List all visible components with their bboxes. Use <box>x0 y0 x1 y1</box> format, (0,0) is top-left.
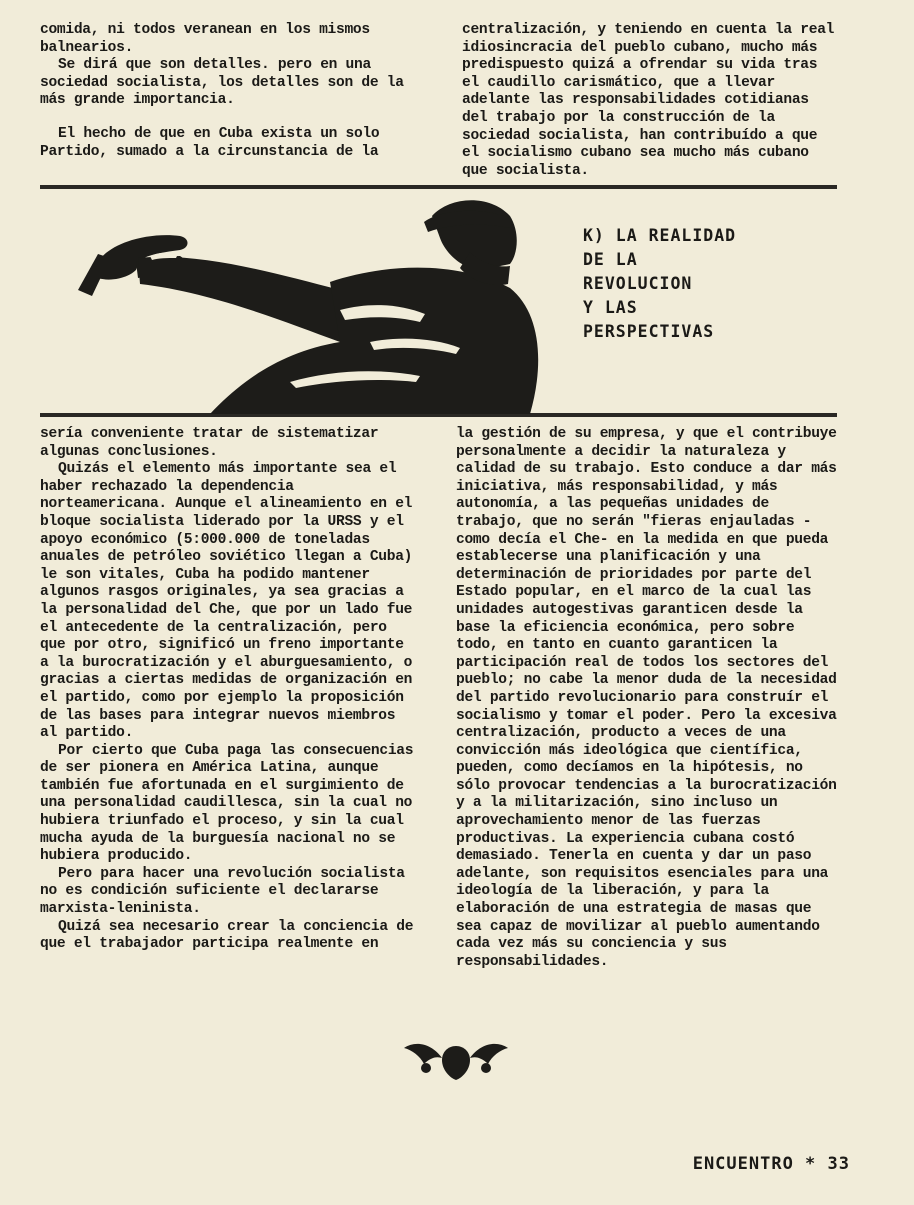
section-title <box>583 224 736 344</box>
paragraph: centralización, y teniendo en cuenta la real idiosincracia del pueblo cubano, mucho más predispuesto quizá a ofrendar su vida tras el caudillo carismático, que a llevar adelante las responsabilidades cotidianas del trabajo por la construcción de la sociedad socialista, han contribuído a que el socialismo cubano sea mucho más cubano que socialista. <box>462 22 835 179</box>
section-title-line: DE LA <box>583 250 638 269</box>
paragraph: Se dirá que son detalles. pero en una sociedad socialista, los detalles son de la más grande importancia. <box>40 57 404 109</box>
section-title-line: REVOLUCION <box>583 274 693 293</box>
top-right-column <box>462 22 836 180</box>
paragraph: comida, ni todos veranean en los mismos balnearios. <box>40 22 370 56</box>
paragraph: Por cierto que Cuba paga las consecuencias de ser pionera en América Latina, aunque también fue afortunada en el surgimiento de una personalidad caudillesca, sin la cual no hubiera triunfado el proceso, y sin la cual mucha ayuda de la burguesía nacional no se hubiera producido. <box>40 742 414 865</box>
floral-ornament-icon <box>402 1038 510 1082</box>
top-divider-rule <box>40 185 837 189</box>
paragraph: Quizás el elemento más importante sea el haber rechazado la dependencia norteamericana. Aunque el alineamiento en el bloque socialista liderado por la URSS y el apoyo económico (5:000.000 de toneladas anuales de petróleo soviético llegan a Cuba) le son vitales, Cuba ha podido mantener algunos rasgos originales, ya sea gracias a la personalidad del Che, que por un lado fue el antecedente de la centralización, pero que por otro, significó un freno importante a la burocratización y el aburguesamiento, o gracias a ciertas medidas de organización en el partido, como por ejemplo la proposición de las bases para integrar nuevos miembros al partido. <box>40 461 413 742</box>
top-left-column <box>40 22 412 161</box>
paragraph: sería conveniente tratar de sistematizar algunas conclusiones. <box>40 426 379 460</box>
paragraph: Pero para hacer una revolución socialista no es condición suficiente el declararse marxista-leninista. <box>40 865 405 918</box>
paragraph: El hecho de que en Cuba exista un solo Partido, sumado a la circunstancia de la <box>40 125 380 160</box>
section-title-line: Y LAS <box>583 298 638 317</box>
paragraph: la gestión de su empresa, y que el contribuye personalmente a decidir la naturaleza y calidad de su trabajo. Esto conduce a dar más iniciativa, más responsabilidad, y más autonomía, a las pequeñas unidades de trabajo, que no serán "fieras enjauladas -como decía el Che- en la medida en que pueda establecerse una planificación y una determinación de prioridades por parte del Estado popular, en el marco de la cual las unidades autogestivas garanticen desde la base la eficiencia económica, pero sobre todo, en tanto en cuanto garanticen la participación real de todos los sectores del pueblo; no cabe la menor duda de la necesidad del partido revolucionario para construír el socialismo y tomar el poder. Pero la excesiva centralización, producto a veces de una convicción más ideológica que científica, pueden, como decíamos en la hipótesis, no sólo provocar tendencias a la burocratización y a la militarización, sino incluso un aprovechamiento menor de las fuerzas productivas. La experiencia cubana costó demasiado. Tenerla en cuenta y dar un paso adelante, son requisitos esenciales para una ideología de la liberación, y para la elaboración de una estrategia de masas que sea capaz de movilizar al pueblo aumentando cada vez más su conciencia y sus responsabilidades. <box>456 426 837 970</box>
bottom-right-column <box>456 426 840 971</box>
section-title-line: PERSPECTIVAS <box>583 322 715 341</box>
page-footer: ENCUENTRO * 33 <box>692 1154 850 1174</box>
bottom-left-column <box>40 426 420 954</box>
raised-fist-soldier-illustration <box>40 192 580 414</box>
section-title-line: K) LA REALIDAD <box>583 226 737 245</box>
paragraph: Quizá sea necesario crear la conciencia de que el trabajador participa realmente en <box>40 918 414 953</box>
